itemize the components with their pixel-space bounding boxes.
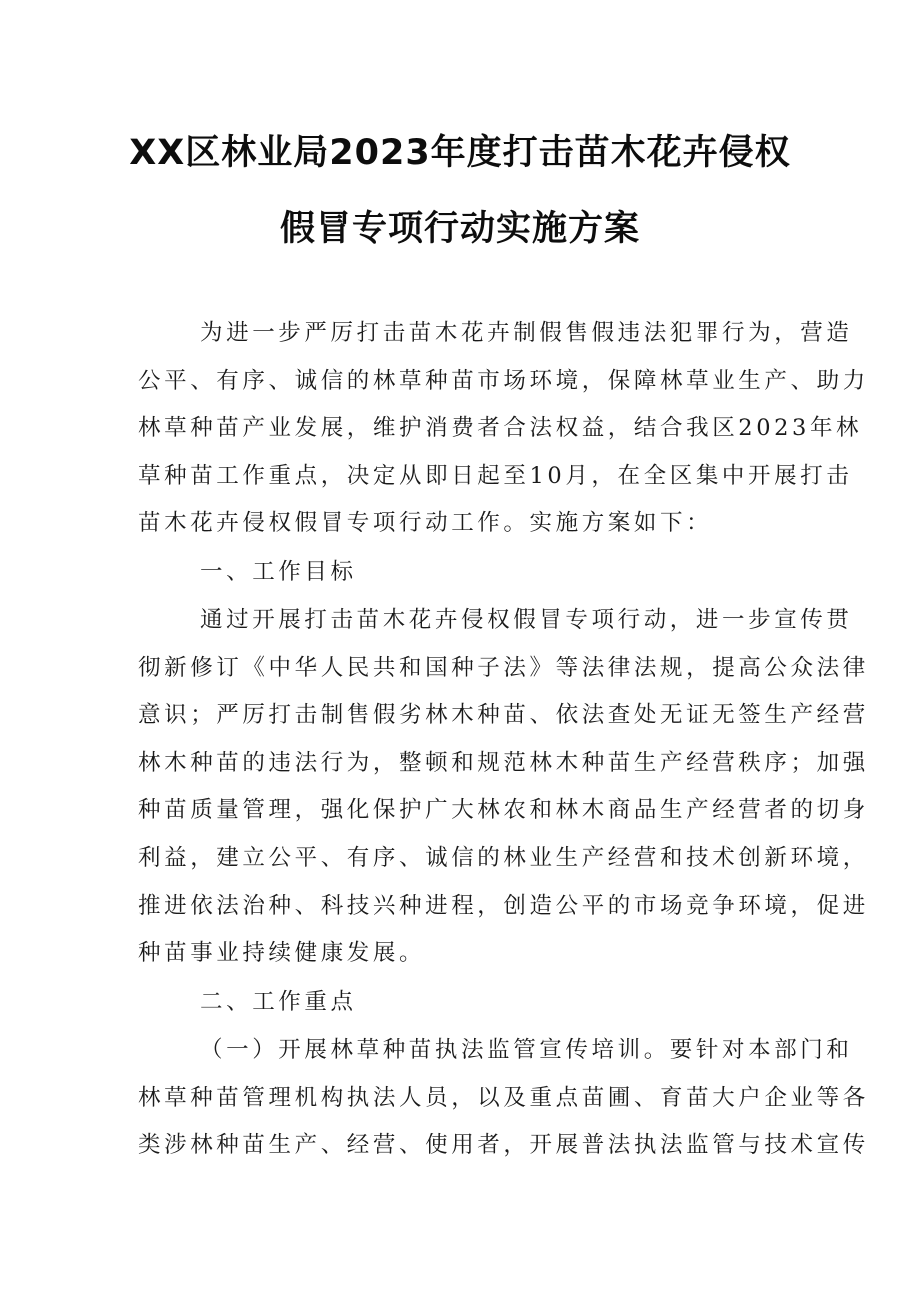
intro-line: 林草种苗产业发展，维护消费者合法权益，结合我区2023年林	[138, 415, 863, 442]
key-tasks-line: 林草种苗管理机构执法人员，以及重点苗圃、育苗大户企业等各	[138, 1084, 869, 1111]
goals-line: 彻新修订《中华人民共和国种子法》等法律法规，提高公众法律	[138, 654, 869, 681]
goals-line: 林木种苗的违法行为，整顿和规范林木种苗生产经营秩序；加强	[138, 749, 869, 776]
goals-line: 通过开展打击苗木花卉侵权假冒专项行动，进一步宣传贯	[200, 607, 853, 633]
section-heading-text: 二、工作重点	[200, 989, 357, 1015]
goals-line: 种苗质量管理，强化保护广大林农和林木商品生产经营者的切身	[138, 797, 869, 824]
intro-line: 公平、有序、诚信的林草种苗市场环境，保障林草业生产、助力	[138, 367, 869, 394]
goals-line: 推进依法治种、科技兴种进程，创造公平的市场竞争环境，促进	[138, 892, 869, 919]
goals-line: 利益，建立公平、有序、诚信的林业生产经营和技术创新环境，	[138, 844, 869, 871]
section-heading-text: 一、工作目标	[200, 559, 357, 585]
goals-line: 意识；严厉打击制售假劣林木种苗、依法查处无证无签生产经营	[138, 702, 869, 729]
document-title-line-2: 假冒专项行动实施方案	[279, 209, 640, 249]
intro-line: 苗木花卉侵权假冒专项行动工作。实施方案如下：	[138, 510, 713, 537]
intro-paragraph	[138, 310, 869, 548]
key-tasks-paragraph	[138, 1027, 869, 1170]
goals-paragraph	[138, 597, 869, 978]
intro-line: 为进一步严厉打击苗木花卉制假售假违法犯罪行为，营造	[200, 320, 853, 346]
key-tasks-line: （一）开展林草种苗执法监管宣传培训。要针对本部门和	[200, 1037, 853, 1063]
intro-line: 草种苗工作重点，决定从即日起至10月，在全区集中开展打击	[138, 462, 853, 489]
section-heading-key-tasks	[138, 979, 788, 1027]
document-title-line-1: XX区林业局2023年度打击苗木花卉侵权	[129, 133, 791, 173]
section-heading-goals	[138, 549, 788, 597]
key-tasks-line: 类涉林种苗生产、经营、使用者，开展普法执法监管与技术宣传	[138, 1132, 869, 1159]
goals-line: 种苗事业持续健康发展。	[138, 940, 426, 967]
